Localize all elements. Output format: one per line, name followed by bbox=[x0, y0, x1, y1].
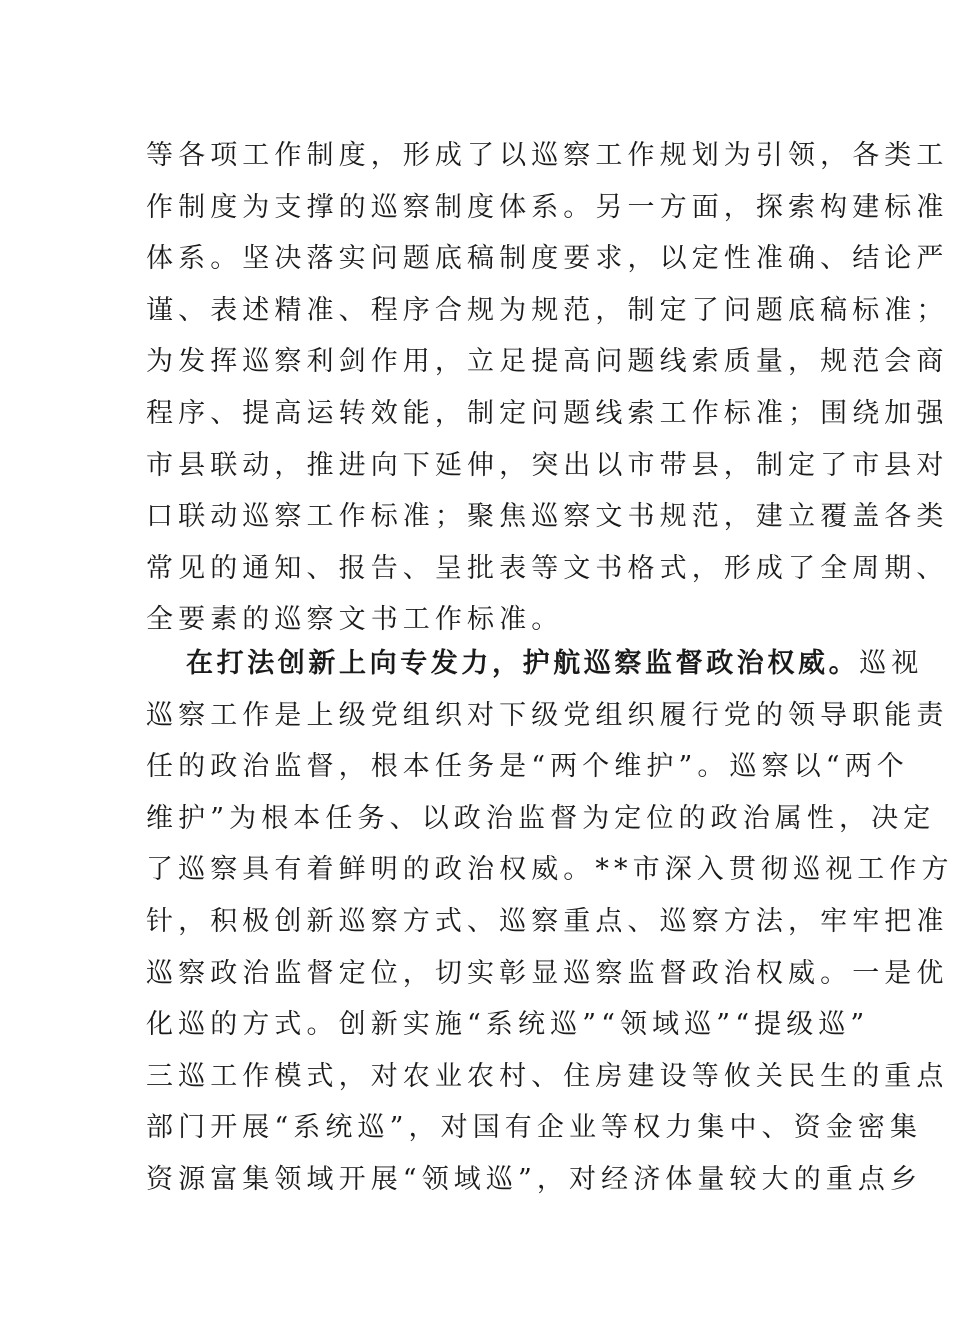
text-line: 了巡察具有着鲜明的政治权威。**市深入贯彻巡视工作方 bbox=[146, 854, 954, 886]
text-line: 常见的通知、报告、呈批表等文书格式，形成了全周期、 bbox=[146, 552, 949, 584]
text-line: 全要素的巡察文书工作标准。 bbox=[146, 604, 564, 636]
text-line: 巡察工作是上级党组织对下级党组织履行党的领导职能责 bbox=[146, 699, 949, 731]
text-line: 任的政治监督，根本任务是“两个维护”。巡察以“两个 bbox=[146, 751, 909, 783]
paragraph-1 bbox=[146, 130, 949, 646]
text-line: 程序、提高运转效能，制定问题线索工作标准；围绕加强 bbox=[146, 397, 949, 429]
text-line: 口联动巡察工作标准；聚焦巡察文书规范，建立覆盖各类 bbox=[146, 501, 949, 533]
text-line: 维护”为根本任务、以政治监督为定位的政治属性，决定 bbox=[146, 802, 936, 834]
text-line: 部门开展“系统巡”，对国有企业等权力集中、资金密集 bbox=[146, 1112, 923, 1144]
text-line: 巡察政治监督定位，切实彰显巡察监督政治权威。一是优 bbox=[146, 957, 949, 989]
text-line: 市县联动，推进向下延伸，突出以市带县，制定了市县对 bbox=[146, 449, 949, 481]
text-line: 三巡工作模式，对农业农村、住房建设等攸关民生的重点 bbox=[146, 1060, 949, 1092]
paragraph-heading-bold: 在打法创新上向专发力，护航巡察监督政治权威。 bbox=[186, 648, 860, 679]
text-line: 为发挥巡察利剑作用，立足提高问题线索质量，规范会商 bbox=[146, 346, 949, 378]
text-line: 作制度为支撑的巡察制度体系。另一方面，探索构建标准 bbox=[146, 191, 949, 223]
text-line: 化巡的方式。创新实施“系统巡”“领域巡”“提级巡” bbox=[146, 1009, 870, 1041]
text-line: 针，积极创新巡察方式、巡察重点、巡察方法，牢牢把准 bbox=[146, 905, 949, 937]
text-line: 体系。坚决落实问题底稿制度要求，以定性准确、结论严 bbox=[146, 243, 949, 275]
paragraph-2 bbox=[146, 638, 954, 1206]
text-line: 资源富集领域开展“领域巡”，对经济体量较大的重点乡 bbox=[146, 1163, 923, 1195]
text-line: 等各项工作制度，形成了以巡察工作规划为引领，各类工 bbox=[146, 140, 949, 171]
text-line: 谨、表述精准、程序合规为规范，制定了问题底稿标准； bbox=[146, 294, 949, 326]
paragraph-lead-line bbox=[146, 638, 924, 690]
paragraph-lead-rest: 巡视 bbox=[859, 648, 924, 679]
